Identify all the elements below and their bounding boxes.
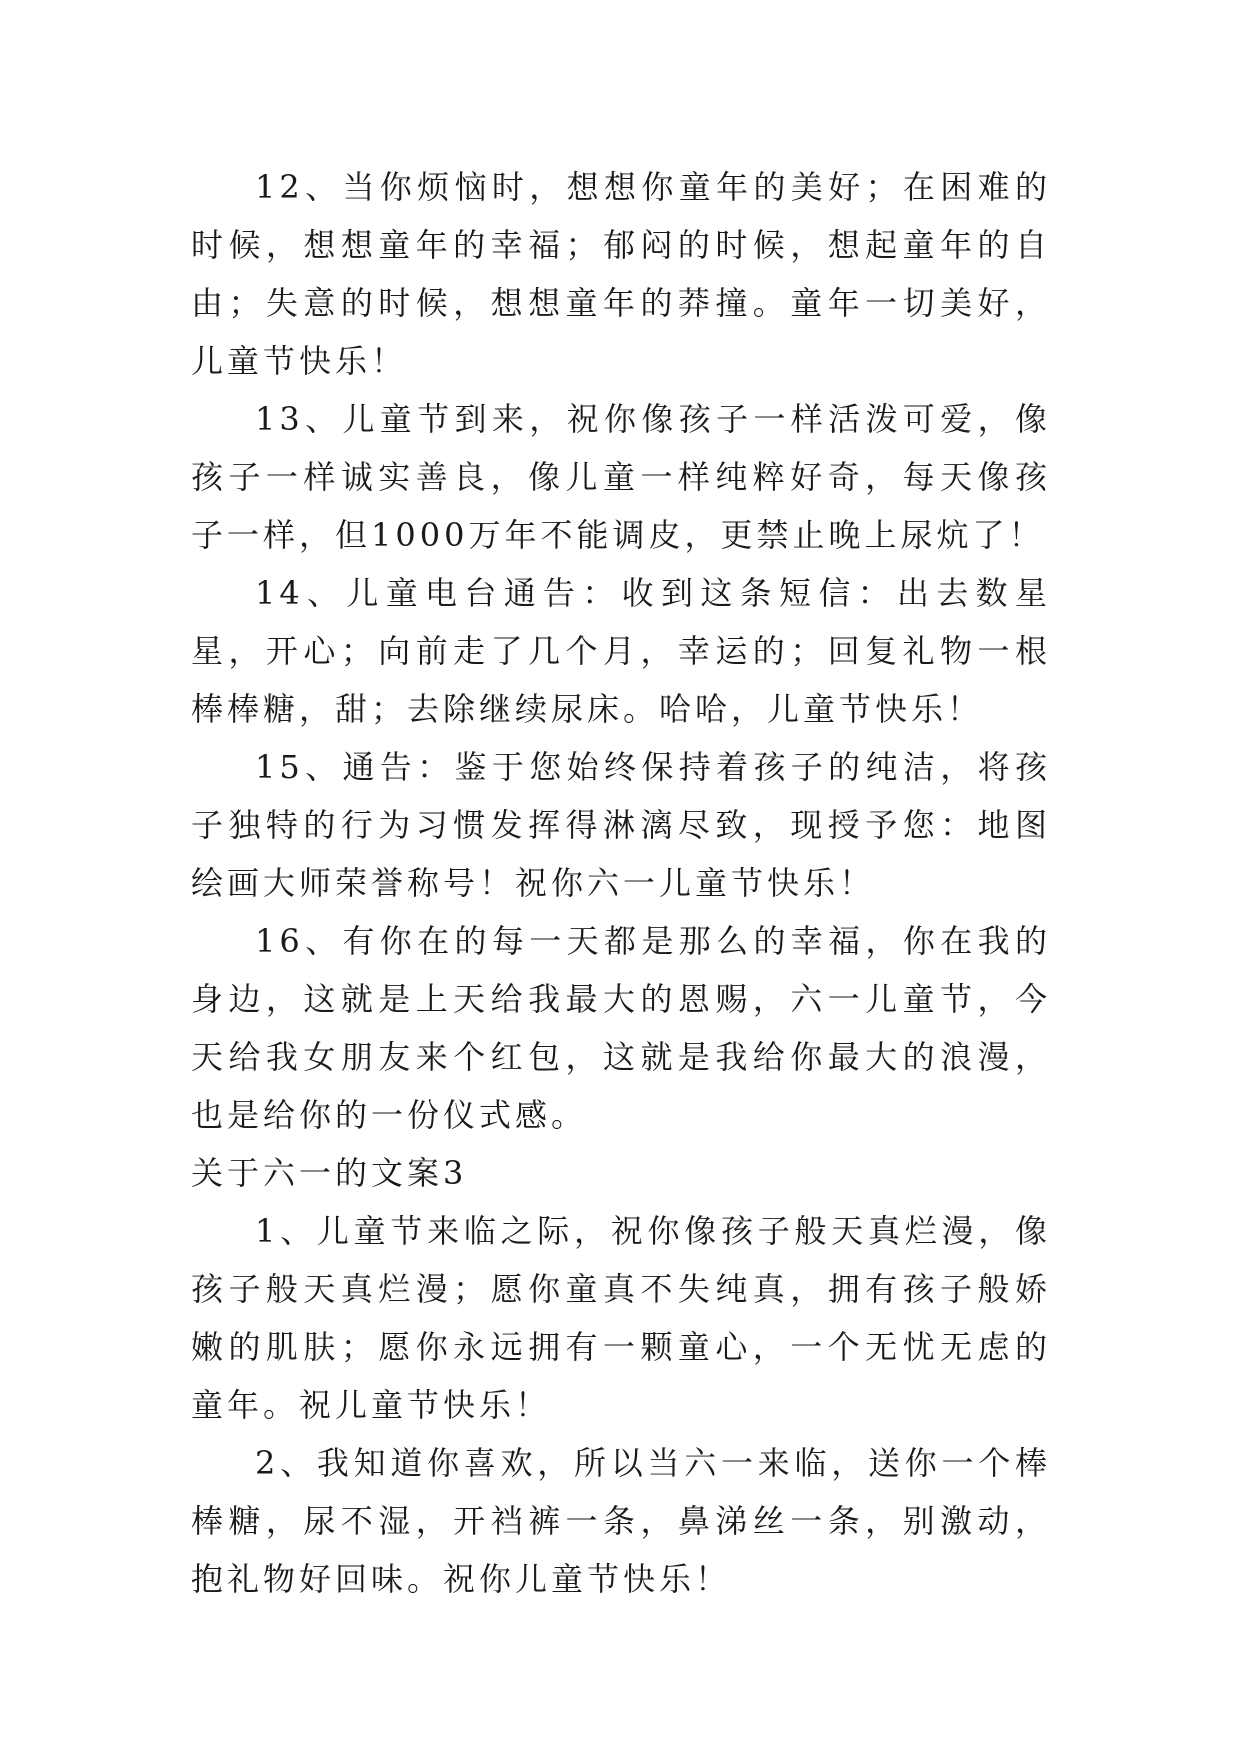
- section-paragraph-2: 2、我知道你喜欢，所以当六一来临，送你一个棒棒糖，尿不湿，开裆裤一条，鼻涕丝一条，别激动，抱礼物好回味。祝你儿童节快乐！: [191, 1444, 1051, 1598]
- section-heading: 关于六一的文案3: [191, 1154, 468, 1192]
- document-body: [191, 158, 1051, 1608]
- paragraph-16: 16、有你在的每一天都是那么的幸福，你在我的身边，这就是上天给我最大的恩赐，六一儿童节，今天给我女朋友来个红包，这就是我给你最大的浪漫，也是给你的一份仪式感。: [191, 922, 1051, 1134]
- paragraph-13: 13、儿童节到来，祝你像孩子一样活泼可爱，像孩子一样诚实善良，像儿童一样纯粹好奇，每天像孩子一样，但1000万年不能调皮，更禁止晚上尿炕了！: [191, 400, 1051, 554]
- paragraph-14: 14、儿童电台通告：收到这条短信：出去数星星，开心；向前走了几个月，幸运的；回复礼物一根棒棒糖，甜；去除继续尿床。哈哈，儿童节快乐！: [191, 574, 1051, 728]
- paragraph-15: 15、通告：鉴于您始终保持着孩子的纯洁，将孩子独特的行为习惯发挥得淋漓尽致，现授予您：地图绘画大师荣誉称号！祝你六一儿童节快乐！: [191, 748, 1051, 902]
- paragraph-12: 12、当你烦恼时，想想你童年的美好；在困难的时候，想想童年的幸福；郁闷的时候，想起童年的自由；失意的时候，想想童年的莽撞。童年一切美好，儿童节快乐！: [191, 168, 1051, 380]
- section-paragraph-1: 1、儿童节来临之际，祝你像孩子般天真烂漫，像孩子般天真烂漫；愿你童真不失纯真，拥有孩子般娇嫩的肌肤；愿你永远拥有一颗童心，一个无忧无虑的童年。祝儿童节快乐！: [191, 1212, 1051, 1424]
